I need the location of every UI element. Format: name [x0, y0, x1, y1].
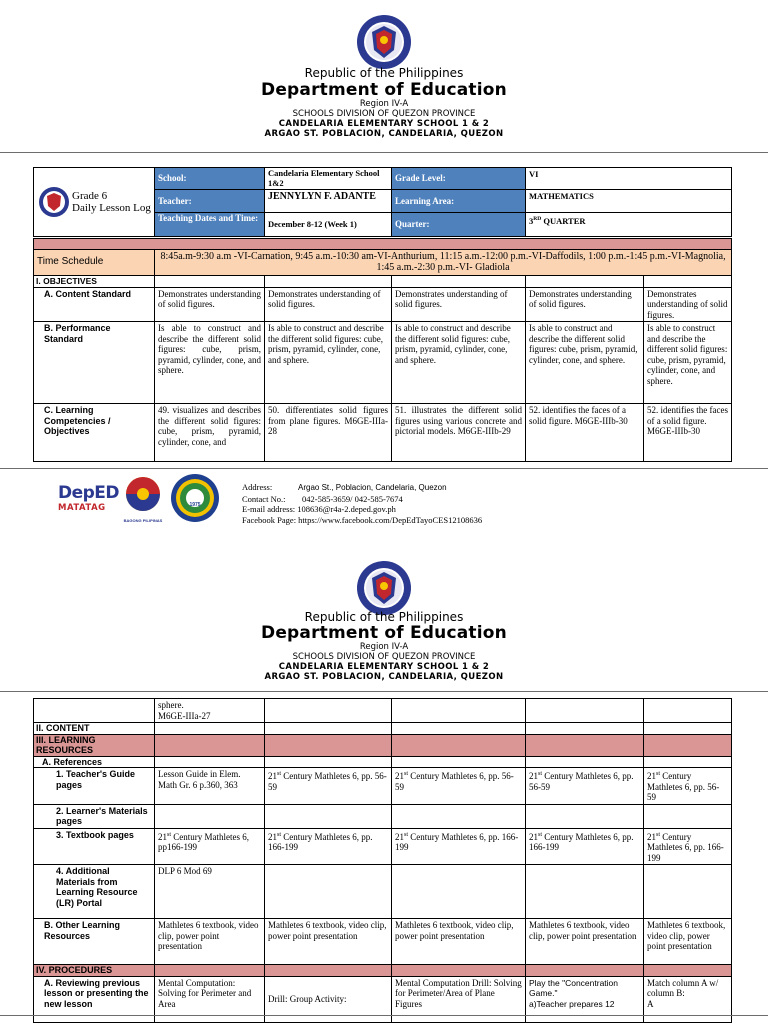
- school-label: School:: [155, 168, 265, 190]
- dll-objectives-table: [33, 238, 732, 462]
- footer-contact-label: Contact No.:: [242, 493, 286, 504]
- dll-title: Grade 6 Daily Lesson Log: [72, 190, 151, 214]
- content-standard-label: A. Content Standard: [34, 287, 155, 322]
- competencies-label: C. Learning Competencies / Objectives: [34, 404, 155, 462]
- performance-standard-cell: Is able to construct and describe the different solid figures: cube, prism, pyramid, cylinder, cone, and sphere.: [526, 322, 644, 404]
- additional-materials-cell: [644, 865, 732, 919]
- teachers-guide-label: 1. Teacher's Guide pages: [34, 768, 155, 805]
- empty-cell: [34, 699, 155, 723]
- empty-cell: [392, 276, 526, 288]
- pink-cell: [644, 965, 732, 977]
- empty-cell: [644, 804, 732, 828]
- footer-rule: [0, 1015, 768, 1016]
- empty-cell: [526, 276, 644, 288]
- reviewing-cell: Mental Computation Drill: Solving for Perimeter/Area of Plane Figures: [392, 976, 526, 1022]
- content-heading: II. CONTENT: [34, 723, 155, 735]
- textbook-label: 3. Textbook pages: [34, 828, 155, 865]
- teachers-guide-cell: Lesson Guide in Elem. Math Gr. 6 p.360, 363: [155, 768, 265, 805]
- empty-cell: [526, 723, 644, 735]
- ordinal-suffix: st: [277, 771, 282, 777]
- ordinal-suffix: st: [538, 831, 543, 838]
- reviewing-label: A. Reviewing previous lesson or presenting the new lesson: [34, 976, 155, 1022]
- republic-line: Republic of the Philippines: [304, 66, 464, 80]
- bagong-pilipinas-text: BAGONG PILIPINAS: [123, 518, 163, 523]
- school-line: CANDELARIA ELEMENTARY SCHOOL 1 & 2: [278, 662, 490, 672]
- school-seal-year: 1975: [189, 502, 201, 508]
- department-title: Department of Education: [261, 623, 507, 643]
- address-line: ARGAO ST. POBLACION, CANDELARIA, QUEZON: [264, 129, 504, 139]
- other-resources-cell: Mathletes 6 textbook, video clip, power point presentation: [526, 919, 644, 965]
- pink-divider-row: [34, 239, 732, 250]
- deped-seal-icon: [356, 14, 412, 70]
- other-resources-cell: Mathletes 6 textbook, video clip, power point presentation: [644, 919, 732, 965]
- pink-cell: [526, 965, 644, 977]
- empty-cell: [526, 804, 644, 828]
- pink-cell: [155, 965, 265, 977]
- republic-line: Republic of the Philippines: [304, 610, 464, 624]
- deped-wordmark: DepED: [58, 483, 120, 503]
- content-standard-cell: Demonstrates understanding of solid figures.: [526, 287, 644, 322]
- textbook-cell: 21st Century Mathletes 6, pp. 166-199: [265, 828, 392, 865]
- pink-cell: [526, 734, 644, 756]
- content-standard-cell: Demonstrates understanding of solid figures.: [644, 287, 732, 322]
- textbook-cell: 21st Century Mathletes 6, pp. 166-199: [644, 828, 732, 865]
- pink-cell: [392, 965, 526, 977]
- performance-standard-cell: Is able to construct and describe the different solid figures: cube, prism, pyramid, cylinder, cone, and sphere.: [265, 322, 392, 404]
- references-label: A. References: [34, 756, 155, 768]
- pink-cell: [265, 734, 392, 756]
- empty-cell: [265, 804, 392, 828]
- performance-standard-cell: Is able to construct and describe the different solid figures: cube, prism, pyramid, cylinder, cone, and sphere.: [392, 322, 526, 404]
- empty-cell: [155, 756, 265, 768]
- pink-cell: [265, 965, 392, 977]
- dll-info-table: [33, 167, 732, 237]
- ordinal-suffix: st: [404, 771, 409, 777]
- reviewing-cell: Play the "Concentration Game." a)Teacher prepares 12: [526, 976, 644, 1022]
- objectives-heading: I. OBJECTIVES: [34, 276, 155, 288]
- teachers-guide-cell: 21st Century Mathletes 6, pp. 56-59: [644, 768, 732, 805]
- quarter-word: QUARTER: [541, 215, 586, 226]
- quarter-label: Quarter:: [392, 213, 526, 237]
- pink-cell: [644, 734, 732, 756]
- competencies-cell: 52. identifies the faces of a solid figure. M6GE-IIIb-30: [526, 404, 644, 462]
- deped-seal-small-icon: [38, 186, 70, 218]
- reviewing-cell: Match column A w/ column B: A: [644, 976, 732, 1022]
- ordinal-suffix: st: [656, 771, 661, 777]
- empty-cell: [265, 699, 392, 723]
- learners-materials-label: 2. Learner's Materials pages: [34, 804, 155, 828]
- school-value: Candelaria Elementary School 1&2: [265, 168, 392, 190]
- footer-facebook: Facebook Page: https://www.facebook.com/DepEdTayoCES12108636: [242, 514, 483, 525]
- division-line: SCHOOLS DIVISION OF QUEZON PROVINCE: [292, 109, 476, 119]
- empty-cell: [644, 723, 732, 735]
- competencies-cell: 49. visualizes and describes the different solid figures: cube, prism, pyramid, cylinder, cone, and: [155, 404, 265, 462]
- empty-cell: [526, 756, 644, 768]
- school-seal-logo: [170, 473, 220, 523]
- ordinal-suffix: st: [167, 831, 172, 838]
- pink-cell: [392, 734, 526, 756]
- school-line: CANDELARIA ELEMENTARY SCHOOL 1 & 2: [278, 119, 490, 129]
- reviewing-cell: Drill: Group Activity:: [265, 976, 392, 1022]
- performance-standard-label: B. Performance Standard: [34, 322, 155, 404]
- other-resources-cell: Mathletes 6 textbook, video clip, power point presentation: [392, 919, 526, 965]
- empty-cell: [392, 699, 526, 723]
- textbook-cell: 21st Century Mathletes 6, pp. 166-199: [526, 828, 644, 865]
- quarter-number: 3: [529, 215, 534, 226]
- division-line: SCHOOLS DIVISION OF QUEZON PROVINCE: [292, 652, 476, 662]
- competencies-cell: 51. illustrates the different solid figures using various concrete and pictorial models. M6GE-IIIb-29: [392, 404, 526, 462]
- empty-cell: [155, 276, 265, 288]
- footer-rule: [0, 468, 768, 469]
- teacher-value: JENNYLYN F. ADANTE: [265, 190, 392, 213]
- ordinal-suffix: st: [656, 831, 661, 838]
- empty-cell: [155, 723, 265, 735]
- teachers-guide-cell: 21st Century Mathletes 6, pp. 56-59: [392, 768, 526, 805]
- matatag-wordmark: MATATAG: [58, 503, 106, 513]
- deped-seal-icon: [356, 560, 412, 616]
- other-resources-cell: Mathletes 6 textbook, video clip, power point presentation: [265, 919, 392, 965]
- quarter-suffix: RD: [533, 216, 542, 222]
- empty-cell: [265, 756, 392, 768]
- header-rule: [0, 152, 768, 153]
- dates-label: Teaching Dates and Time:: [155, 213, 265, 237]
- empty-cell: [644, 276, 732, 288]
- teachers-guide-cell: 21st Century Mathletes 6, pp. 56-59: [265, 768, 392, 805]
- area-label: Learning Area:: [392, 190, 526, 213]
- footer-contact-value: 042-585-3659/ 042-585-7674: [302, 493, 403, 504]
- footer-contact: [242, 482, 482, 525]
- dates-value: December 8-12 (Week 1): [265, 213, 392, 237]
- time-schedule-label: Time Schedule: [34, 250, 155, 276]
- empty-cell: [392, 756, 526, 768]
- empty-cell: [265, 276, 392, 288]
- region-line: Region IV-A: [359, 99, 409, 109]
- textbook-cell: 21st Century Mathletes 6, pp166-199: [155, 828, 265, 865]
- empty-cell: [526, 699, 644, 723]
- empty-cell: [644, 756, 732, 768]
- additional-materials-cell: [265, 865, 392, 919]
- empty-cell: [265, 723, 392, 735]
- competency-continuation: sphere. M6GE-IIIa-27: [155, 699, 265, 723]
- address-line: ARGAO ST. POBLACION, CANDELARIA, QUEZON: [264, 672, 504, 682]
- bagong-pilipinas-logo: [122, 475, 164, 521]
- ordinal-suffix: st: [404, 831, 409, 838]
- competencies-cell: 52. identifies the faces of a solid figure. M6GE-IIIb-30: [644, 404, 732, 462]
- content-standard-cell: Demonstrates understanding of solid figures.: [392, 287, 526, 322]
- footer-email: E-mail address: 108636@r4a-2.deped.gov.ph: [242, 504, 396, 514]
- quarter-value: [526, 213, 732, 237]
- empty-cell: [392, 804, 526, 828]
- empty-cell: [644, 699, 732, 723]
- additional-materials-cell: DLP 6 Mod 69: [155, 865, 265, 919]
- footer-logos: [58, 473, 218, 528]
- teacher-label: Teacher:: [155, 190, 265, 213]
- teachers-guide-cell: 21st Century Mathletes 6, pp. 56-59: [526, 768, 644, 805]
- area-value: MATHEMATICS: [526, 190, 732, 213]
- grade-label: Grade Level:: [392, 168, 526, 190]
- ordinal-suffix: st: [538, 771, 543, 777]
- additional-materials-cell: [392, 865, 526, 919]
- reviewing-cell: Mental Computation: Solving for Perimeter and Area: [155, 976, 265, 1022]
- content-standard-cell: Demonstrates understanding of solid figures.: [265, 287, 392, 322]
- header-rule: [0, 691, 768, 692]
- bagong-pilipinas-icon: [122, 475, 164, 513]
- performance-standard-cell: Is able to construct and describe the different solid figures: cube, prism, pyramid, cylinder, cone, and sphere.: [155, 322, 265, 404]
- competencies-cell: 50. differentiates solid figures from plane figures. M6GE-IIIa-28: [265, 404, 392, 462]
- deped-matatag-logo: [58, 483, 118, 513]
- grade-value: VI: [526, 168, 732, 190]
- time-schedule-text: 8:45a.m-9:30 a.m -VI-Carnation, 9:45 a.m.-10:30 am-VI-Anthurium, 11:15 a.m.-12:00 p.m.-VI-Daffodils, 1:00 p.m.-1:45 p.m.-VI-Magnolia, 1:45 a.m.-2:30 p.m.-VI- Gladiola: [155, 250, 732, 276]
- procedures-heading: IV. PROCEDURES: [34, 965, 155, 977]
- page-2: [0, 555, 768, 1024]
- empty-cell: [155, 804, 265, 828]
- performance-standard-cell: Is able to construct and describe the different solid figures: cube, prism, pyramid, cylinder, cone, and sphere.: [644, 322, 732, 404]
- other-resources-cell: Mathletes 6 textbook, video clip, power point presentation: [155, 919, 265, 965]
- pink-cell: [155, 734, 265, 756]
- dll-logo-cell: [34, 168, 155, 237]
- content-standard-cell: Demonstrates understanding of solid figures.: [155, 287, 265, 322]
- textbook-cell: 21st Century Mathletes 6, pp. 166-199: [392, 828, 526, 865]
- other-resources-label: B. Other Learning Resources: [34, 919, 155, 965]
- department-title: Department of Education: [261, 80, 507, 100]
- dll-resources-table: [33, 698, 732, 1023]
- footer-address-value: Argao St., Poblacion, Candelaria, Quezon: [298, 483, 447, 492]
- resources-heading: III. LEARNING RESOURCES: [34, 734, 155, 756]
- ordinal-suffix: st: [277, 831, 282, 838]
- additional-materials-cell: [526, 865, 644, 919]
- footer-address-label: Address:: [242, 482, 273, 492]
- additional-materials-label: 4. Additional Materials from Learning Resource (LR) Portal: [34, 865, 155, 919]
- region-line: Region IV-A: [359, 642, 409, 652]
- school-seal-icon: [170, 473, 220, 523]
- empty-cell: [392, 723, 526, 735]
